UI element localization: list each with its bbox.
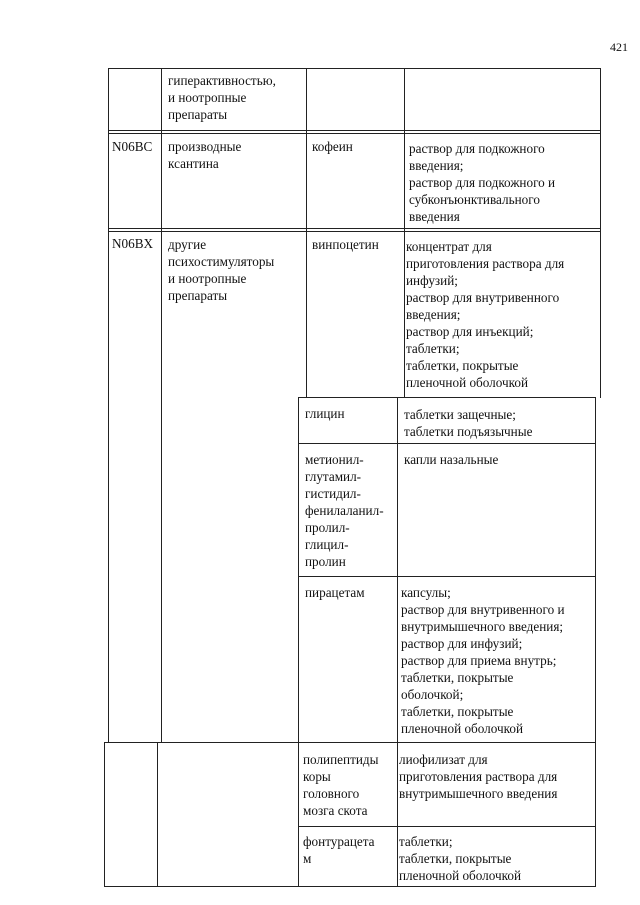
page-number: 421: [610, 40, 628, 54]
dosage-forms: таблетки защечные; таблетки подъязычные: [404, 407, 533, 439]
row-divider: [298, 826, 595, 827]
dosage-forms: капли назальные: [404, 452, 499, 467]
col-border: [157, 742, 158, 887]
row-divider: [108, 130, 601, 131]
atc-code: N06BC: [112, 139, 153, 154]
row-divider: [104, 742, 595, 743]
substance-name: фонтурацета м: [303, 834, 375, 866]
col-border: [397, 397, 398, 887]
row-divider: [108, 231, 601, 232]
substance-name: метионил- глутамил- гистидил- фенилаланил- пролил- глицил- пролин: [305, 452, 384, 569]
col-border: [404, 68, 405, 398]
row-divider: [108, 133, 601, 134]
atc-code: N06BX: [112, 236, 154, 251]
table-border-top: [108, 68, 601, 69]
substance-name: кофеин: [312, 139, 353, 154]
row-divider: [298, 443, 595, 444]
row-divider: [298, 397, 595, 398]
substance-name: пирацетам: [305, 585, 365, 600]
substance-name: винпоцетин: [312, 237, 379, 252]
table-border-bottom: [104, 886, 595, 887]
row-divider: [108, 228, 601, 229]
col-border: [108, 68, 109, 743]
substance-name: полипептиды коры головного мозга скота: [303, 752, 379, 818]
group-name: производные ксантина: [168, 139, 242, 171]
dosage-forms: лиофилизат для приготовления раствора для внутримышечного введения: [399, 752, 558, 801]
dosage-forms: таблетки; таблетки, покрытые пленочной оболочкой: [399, 834, 522, 883]
col-border: [595, 397, 596, 887]
row-divider: [298, 576, 595, 577]
dosage-forms: концентрат для приготовления раствора для инфузий; раствор для внутривенного введения; раствор для инъекций; таблетки; таблетки, покрытые пленочной оболочкой: [406, 239, 565, 390]
group-name: гиперактивностью, и ноотропные препараты: [168, 73, 276, 122]
col-border: [161, 68, 162, 743]
dosage-forms: капсулы; раствор для внутривенного и внутримышечного введения; раствор для инфузий; раствор для приема внутрь; таблетки, покрытые оболочкой; таблетки, покрытые пленочной оболочкой: [401, 585, 565, 736]
col-border: [298, 397, 299, 887]
col-border: [104, 742, 105, 887]
substance-name: глицин: [305, 406, 345, 421]
col-border: [306, 68, 307, 398]
group-name: другие психостимуляторы и ноотропные препараты: [168, 237, 275, 303]
dosage-forms: раствор для подкожного введения; раствор для подкожного и субконъюнктивального введения: [409, 141, 556, 224]
col-border: [600, 68, 601, 398]
